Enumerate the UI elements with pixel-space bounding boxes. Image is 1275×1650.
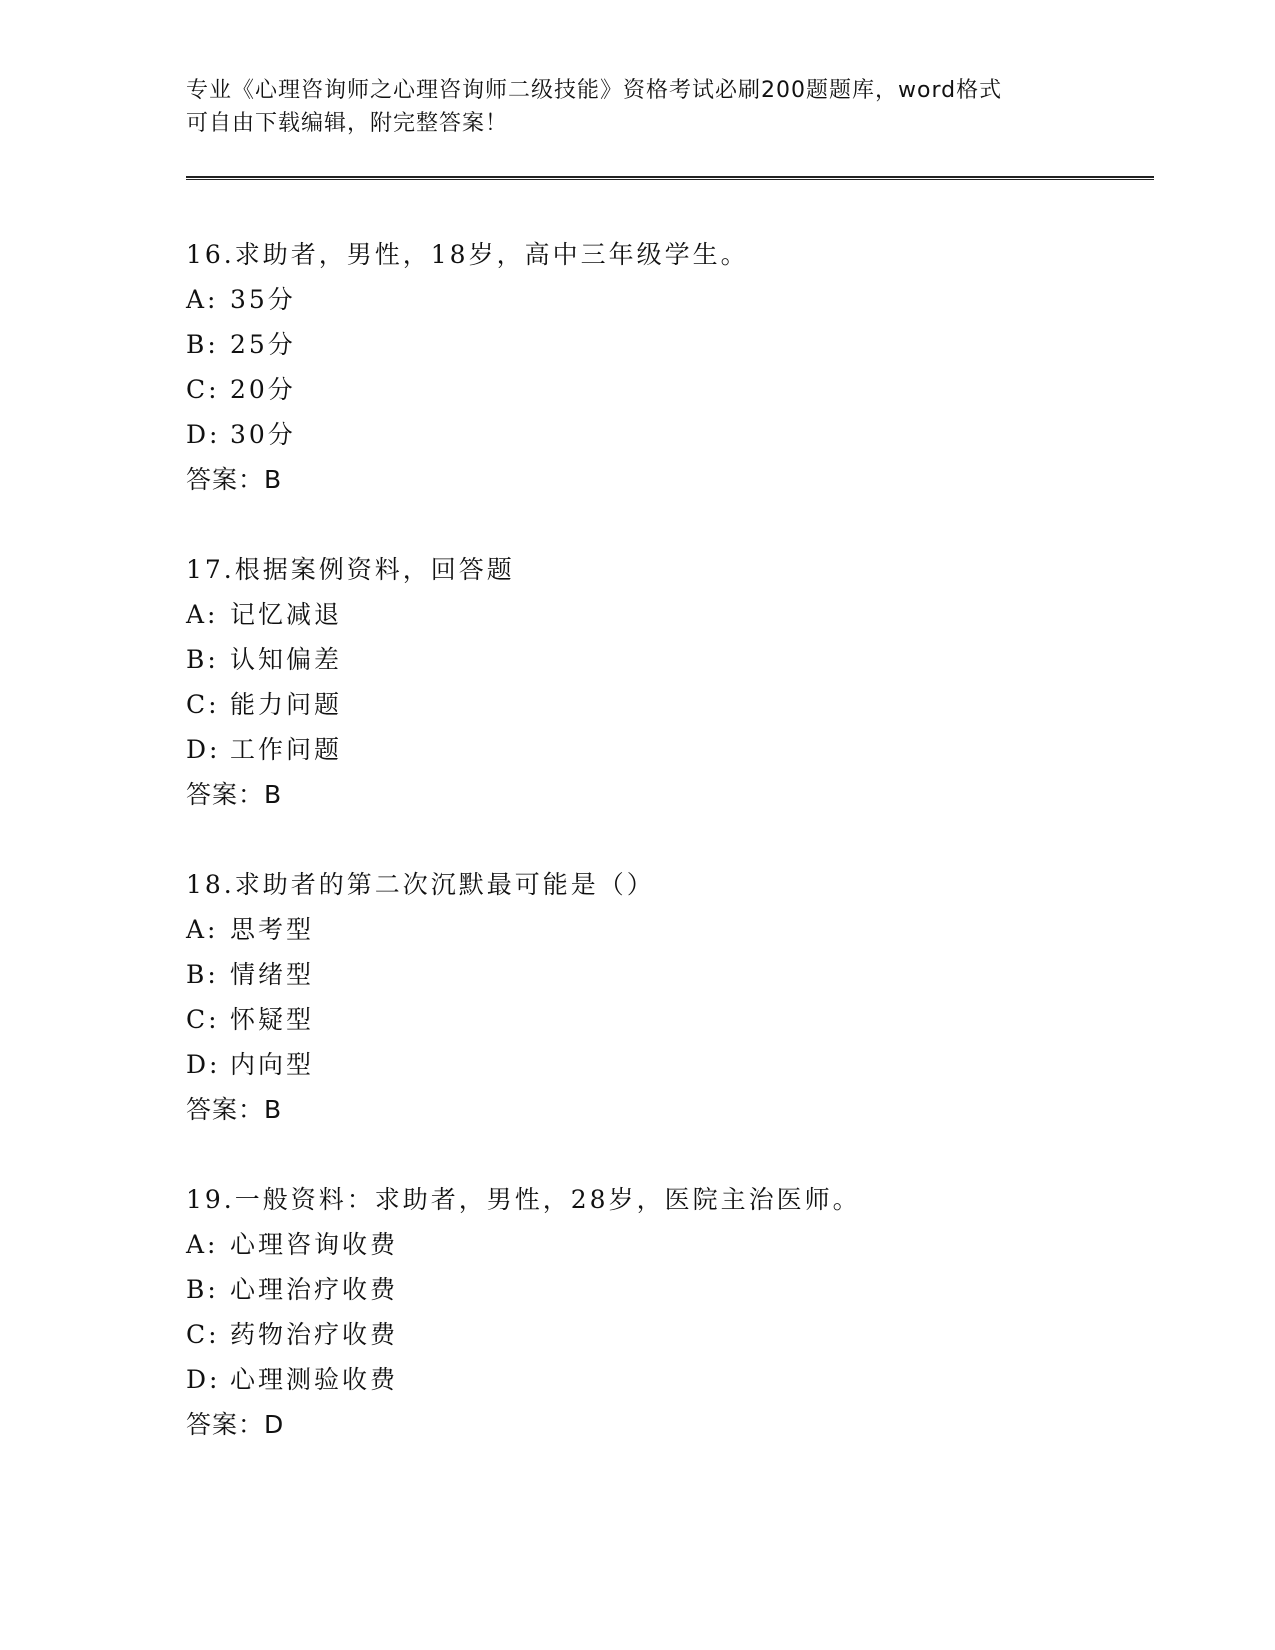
option-d: [186, 412, 1086, 457]
option-letter: D:: [186, 735, 221, 764]
option-text: 药物治疗收费: [230, 1320, 399, 1349]
header-line-2: 可自由下载编辑，附完整答案！: [186, 111, 509, 136]
question-19: [186, 1177, 1086, 1447]
option-letter: A:: [186, 600, 219, 629]
answer-line: 答案：B: [186, 780, 283, 809]
option-text: 30分: [230, 420, 296, 449]
option-text: 认知偏差: [230, 645, 343, 674]
question-stem: 18.求助者的第二次沉默最可能是（）: [186, 870, 655, 899]
answer-line: 答案：B: [186, 465, 283, 494]
option-c: [186, 367, 1086, 412]
option-b: [186, 637, 1086, 682]
header-divider: [186, 176, 1154, 180]
question-17: [186, 547, 1086, 817]
option-letter: D:: [186, 420, 221, 449]
option-text: 心理测验收费: [230, 1365, 399, 1394]
question-18: [186, 862, 1086, 1132]
header-line-1: 专业《心理咨询师之心理咨询师二级技能》资格考试必刷200题题库，word格式: [186, 78, 1003, 103]
question-stem: 19.一般资料：求助者，男性，28岁，医院主治医师。: [186, 1185, 861, 1214]
answer-line: 答案：B: [186, 1095, 283, 1124]
option-text: 思考型: [230, 915, 315, 944]
option-a: [186, 907, 1086, 952]
option-letter: D:: [186, 1050, 221, 1079]
option-letter: A:: [186, 1230, 219, 1259]
answer-line: 答案：D: [186, 1410, 285, 1439]
option-letter: B:: [186, 330, 219, 359]
question-16: [186, 232, 1086, 502]
option-d: [186, 1042, 1086, 1087]
option-c: [186, 1312, 1086, 1357]
document-header: [186, 74, 1086, 140]
option-letter: B:: [186, 1275, 219, 1304]
option-a: [186, 277, 1086, 322]
question-stem: 17.根据案例资料，回答题: [186, 555, 515, 584]
option-b: [186, 1267, 1086, 1312]
option-letter: A:: [186, 915, 219, 944]
option-b: [186, 322, 1086, 367]
option-a: [186, 592, 1086, 637]
option-text: 25分: [230, 330, 296, 359]
option-d: [186, 1357, 1086, 1402]
option-text: 20分: [230, 375, 296, 404]
option-text: 心理治疗收费: [230, 1275, 399, 1304]
option-text: 能力问题: [230, 690, 343, 719]
option-c: [186, 682, 1086, 727]
option-text: 35分: [230, 285, 296, 314]
option-d: [186, 727, 1086, 772]
option-text: 记忆减退: [230, 600, 343, 629]
option-text: 内向型: [230, 1050, 315, 1079]
question-stem: 16.求助者，男性，18岁，高中三年级学生。: [186, 240, 749, 269]
option-a: [186, 1222, 1086, 1267]
option-letter: C:: [186, 1320, 220, 1349]
option-letter: C:: [186, 1005, 220, 1034]
option-text: 工作问题: [230, 735, 343, 764]
option-letter: B:: [186, 645, 219, 674]
option-letter: D:: [186, 1365, 221, 1394]
option-text: 怀疑型: [230, 1005, 315, 1034]
option-letter: C:: [186, 375, 220, 404]
option-b: [186, 952, 1086, 997]
option-text: 心理咨询收费: [230, 1230, 399, 1259]
option-letter: B:: [186, 960, 219, 989]
option-letter: C:: [186, 690, 220, 719]
option-c: [186, 997, 1086, 1042]
option-text: 情绪型: [230, 960, 315, 989]
option-letter: A:: [186, 285, 219, 314]
